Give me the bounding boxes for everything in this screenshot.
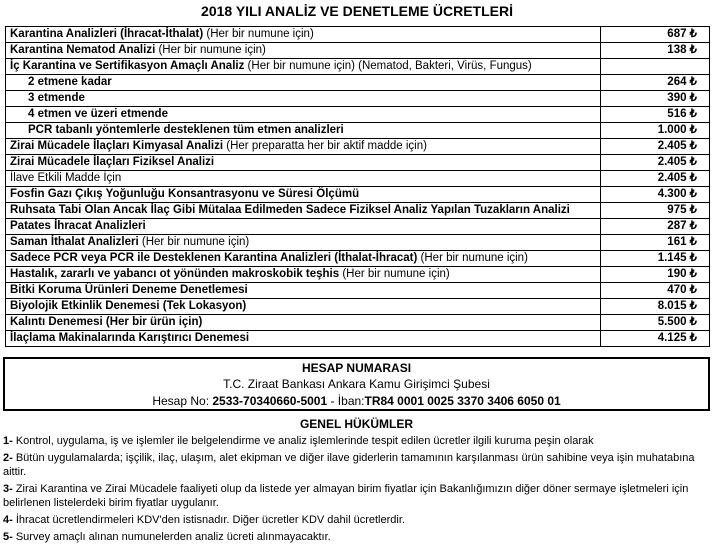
fee-item-name	[6, 251, 601, 267]
fee-item-name	[6, 91, 601, 107]
list-item-text: Survey amaçlı alınan numunelerden analiz ücreti alınmayacaktır.	[12, 531, 331, 543]
fee-item-name	[6, 315, 601, 331]
list-item-number: 4-	[3, 514, 13, 526]
fee-item-price: 5.500 ₺	[601, 315, 710, 331]
iban-label: - İban:	[327, 394, 365, 408]
table-row	[6, 299, 710, 315]
fee-table-body	[6, 27, 710, 347]
fee-item-name	[6, 155, 601, 171]
fee-item-name	[6, 43, 601, 59]
table-row	[6, 251, 710, 267]
table-row	[6, 155, 710, 171]
fee-item-label: İç Karantina ve Sertifikasyon Amaçlı Analiz	[10, 60, 245, 72]
fee-item-label: Fosfin Gazı Çıkış Yoğunluğu Konsantrasyonu ve Süresi Ölçümü	[10, 188, 360, 200]
fee-item-name	[6, 107, 601, 123]
list-item	[3, 513, 710, 527]
list-item	[3, 482, 710, 510]
list-item-number: 1-	[3, 435, 13, 447]
account-label: Hesap No:	[152, 394, 213, 408]
fee-item-price: 687 ₺	[601, 27, 710, 43]
fee-item-price: 2.405 ₺	[601, 171, 710, 187]
general-provisions	[3, 416, 710, 547]
general-list	[3, 434, 710, 544]
fee-item-name	[6, 235, 601, 251]
table-row	[6, 75, 710, 91]
fee-item-label: Kalıntı Denemesi (Her bir ürün için)	[10, 316, 203, 328]
table-row	[6, 43, 710, 59]
table-row	[6, 219, 710, 235]
account-number: 2533-70340660-5001	[212, 394, 328, 408]
fee-item-label: Zirai Mücadele İlaçları Fiziksel Analizi	[10, 156, 215, 168]
fee-item-name	[6, 203, 601, 219]
fee-item-name	[6, 75, 601, 91]
fee-item-price: 190 ₺	[601, 267, 710, 283]
fee-table	[5, 26, 710, 347]
bank-name: T.C. Ziraat Bankası Ankara Kamu Girişimci Şubesi	[223, 377, 490, 391]
fee-item-price: 161 ₺	[601, 235, 710, 251]
list-item-number: 5-	[3, 531, 13, 543]
table-row	[6, 139, 710, 155]
fee-item-note: (Her bir numune için)	[138, 236, 250, 248]
fee-item-name	[6, 331, 601, 347]
list-item	[3, 451, 710, 479]
fee-item-name	[6, 187, 601, 203]
fee-item-label: PCR tabanlı yöntemlerle desteklenen tüm etmen analizleri	[28, 124, 344, 136]
table-row	[6, 91, 710, 107]
fee-item-label: İlave Etkili Madde İçin	[10, 172, 122, 184]
general-heading: GENEL HÜKÜMLER	[299, 417, 414, 431]
fee-item-price: 2.405 ₺	[601, 139, 710, 155]
table-row	[6, 203, 710, 219]
fee-item-name	[6, 171, 601, 187]
fee-item-price: 390 ₺	[601, 91, 710, 107]
fee-item-note: (Her bir numune için) (Nematod, Bakteri, Virüs, Fungus)	[244, 60, 532, 72]
iban-number: TR84 0001 0025 3370 3406 6050 01	[364, 394, 561, 408]
fee-item-label: Sadece PCR veya PCR ile Desteklenen Karantina Analizleri (İthalat-İhracat)	[10, 252, 418, 264]
fee-item-price	[601, 59, 710, 75]
fee-item-name	[6, 219, 601, 235]
page-title: 2018 YILI ANALİZ VE DENETLEME ÜCRETLERİ	[201, 3, 513, 19]
fee-item-note: (Her bir numune için)	[155, 44, 266, 56]
bank-account-box	[3, 357, 710, 411]
fee-item-label: Saman İthalat Analizleri	[10, 236, 139, 248]
fee-item-name	[6, 139, 601, 155]
table-row	[6, 331, 710, 347]
fee-item-name	[6, 59, 601, 75]
fee-item-label: Bitki Koruma Ürünleri Deneme Denetlemesi	[10, 284, 248, 296]
fee-item-note: (Her bir numune için)	[339, 268, 450, 280]
list-item-text: Bütün uygulamalarda; işçilik, ilaç, ulaşım, alet ekipman ve diğer ilave giderlerin tamamının karşılanması ürün sahibine veya işin muhatabına aittir.	[3, 452, 695, 478]
fee-item-name	[6, 283, 601, 299]
fee-item-name	[6, 267, 601, 283]
table-row	[6, 187, 710, 203]
fee-item-price: 1.145 ₺	[601, 251, 710, 267]
table-row	[6, 267, 710, 283]
table-row	[6, 171, 710, 187]
fee-item-price: 8.015 ₺	[601, 299, 710, 315]
fee-item-label: Biyolojik Etkinlik Denemesi (Tek Lokasyon)	[10, 300, 247, 312]
fee-item-price: 4.125 ₺	[601, 331, 710, 347]
fee-item-price: 1.000 ₺	[601, 123, 710, 139]
fee-item-label: Karantina Nematod Analizi	[10, 44, 156, 56]
fee-item-price: 4.300 ₺	[601, 187, 710, 203]
list-item-number: 2-	[3, 452, 13, 464]
fee-item-price: 975 ₺	[601, 203, 710, 219]
fee-item-price: 2.405 ₺	[601, 155, 710, 171]
fee-item-label: Ruhsata Tabi Olan Ancak İlaç Gibi Mütalaa Edilmeden Sadece Fiziksel Analiz Yapılan Tuzakların Analizi	[10, 204, 570, 216]
fee-item-name	[6, 123, 601, 139]
fee-item-price: 264 ₺	[601, 75, 710, 91]
fee-item-label: İlaçlama Makinalarında Karıştırıcı Denemesi	[10, 332, 250, 344]
table-row	[6, 123, 710, 139]
list-item-text: İhracat ücretlendirmeleri KDV'den istisnadır. Diğer ücretler KDV dahil ücretlerdir.	[12, 514, 405, 526]
table-row	[6, 283, 710, 299]
fee-item-price: 470 ₺	[601, 283, 710, 299]
fee-item-name	[6, 299, 601, 315]
table-row	[6, 107, 710, 123]
fee-item-label: Hastalık, zararlı ve yabancı ot yönünden makroskobik teşhis	[10, 268, 340, 280]
fee-item-note: (Her bir numune için)	[417, 252, 528, 264]
fee-item-note: (Her bir numune için)	[203, 28, 314, 40]
fee-item-name	[6, 27, 601, 43]
bank-account-line	[5, 393, 708, 410]
table-row	[6, 315, 710, 331]
list-item-text: Zirai Karantina ve Zirai Mücadele faaliyeti olup da listede yer almayan birim fiyatlar için Bakanlığımızın diğer döner sermaye işletmeleri için belirlenen listelerdeki birim fiyatlar uygulanır.	[3, 483, 689, 509]
fee-item-price: 287 ₺	[601, 219, 710, 235]
fee-item-price: 138 ₺	[601, 43, 710, 59]
fee-item-price: 516 ₺	[601, 107, 710, 123]
bank-heading: HESAP NUMARASI	[301, 361, 412, 375]
list-item	[3, 530, 710, 544]
fee-item-label: 4 etmen ve üzeri etmende	[28, 108, 168, 120]
table-row	[6, 59, 710, 75]
fee-item-label: Patates İhracat Analizleri	[10, 220, 146, 232]
fee-item-note: (Her preparatta her bir aktif madde için)	[223, 140, 427, 152]
list-item-number: 3-	[3, 483, 13, 495]
list-item	[3, 434, 710, 448]
fee-item-label: 3 etmende	[28, 92, 85, 104]
list-item-text: Kontrol, uygulama, iş ve işlemler ile belgelendirme ve analiz işlemlerinde tespit edilen ücretler ilgili kuruma peşin olarak	[12, 435, 594, 447]
fee-item-label: Karantina Analizleri (İhracat-İthalat)	[10, 28, 204, 40]
table-row	[6, 235, 710, 251]
fee-item-label: 2 etmene kadar	[28, 76, 112, 88]
fee-item-label: Zirai Mücadele İlaçları Kimyasal Analizi	[10, 140, 224, 152]
table-row	[6, 27, 710, 43]
